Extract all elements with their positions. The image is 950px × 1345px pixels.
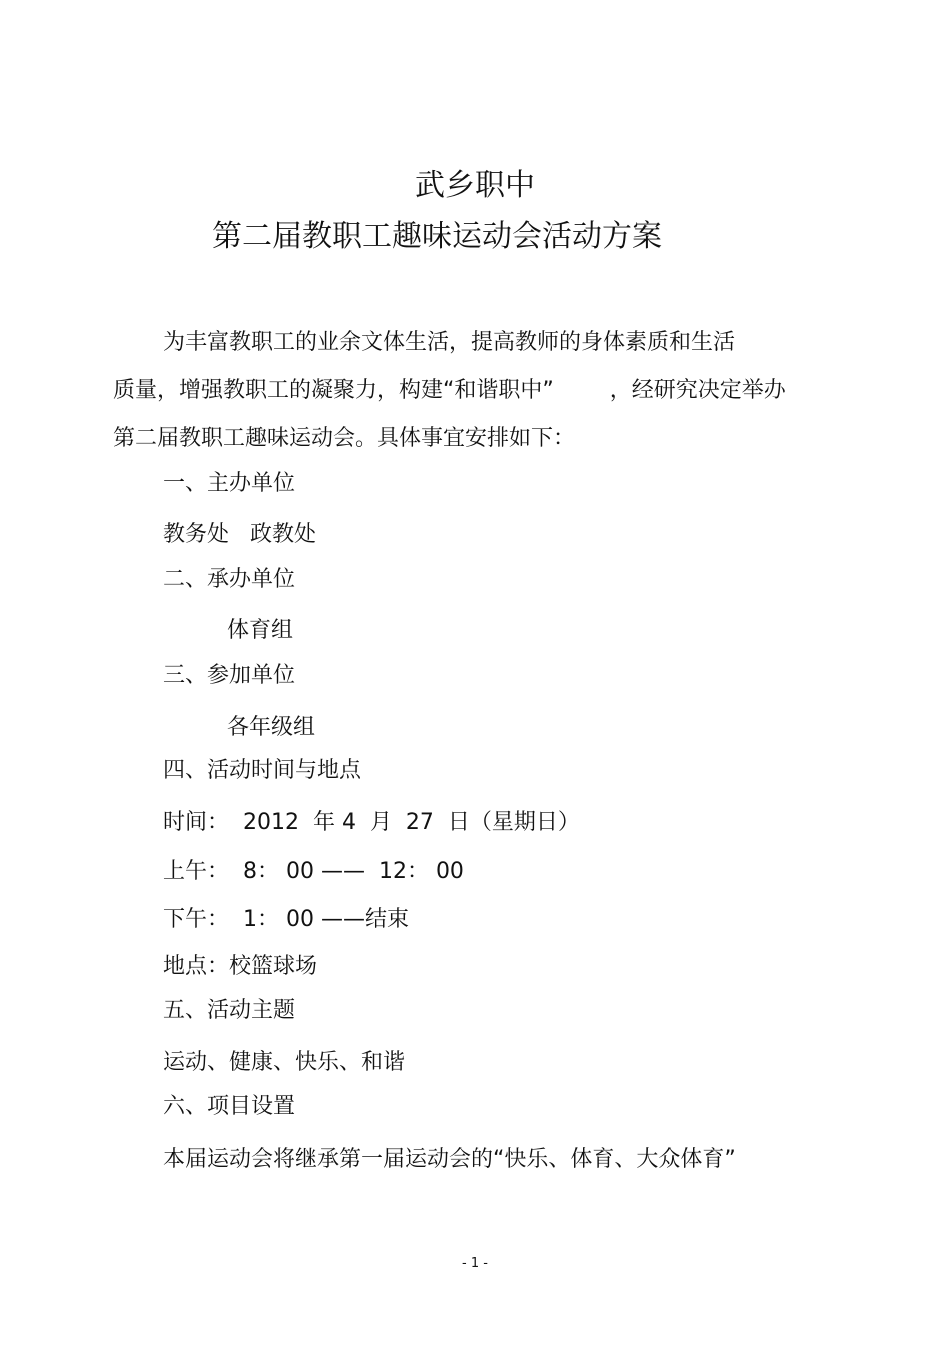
intro-paragraph-line-1: 为丰富教职工的业余文体生活，提高教师的身体素质和生活 [163,330,736,355]
event-morning-time: 上午： 8： 00 —— 12： 00 [163,859,464,884]
section-participants-value: 各年级组 [227,715,316,740]
section-events-text: 本届运动会将继承第一届运动会的“快乐、体育、大众体育” [163,1147,736,1172]
document-title-school: 武乡职中 [415,168,535,203]
section-time-place-heading: 四、活动时间与地点 [163,758,362,783]
document-title-event: 第二届教职工趣味运动会活动方案 [212,219,662,254]
section-organizer-value: 体育组 [227,618,294,643]
section-host-value: 教务处 政教处 [163,522,316,547]
event-date: 时间： 2012 年 4 月 27 日（星期日） [163,810,580,835]
event-afternoon-time: 下午： 1： 00 ——结束 [163,907,409,932]
page-number: - 1 - [462,1256,488,1271]
section-theme-heading: 五、活动主题 [163,998,296,1023]
section-participants-heading: 三、参加单位 [163,663,296,688]
event-location: 地点：校篮球场 [163,954,318,979]
section-theme-value: 运动、健康、快乐、和谐 [163,1050,406,1075]
section-organizer-heading: 二、承办单位 [163,567,296,592]
section-host-heading: 一、主办单位 [163,471,296,496]
section-events-heading: 六、项目设置 [163,1094,296,1119]
intro-paragraph-line-2: 质量，增强教职工的凝聚力，构建“和谐职中” ，经研究决定举办 [113,378,786,403]
intro-paragraph-line-3: 第二届教职工趣味运动会。具体事宜安排如下： [113,426,576,451]
